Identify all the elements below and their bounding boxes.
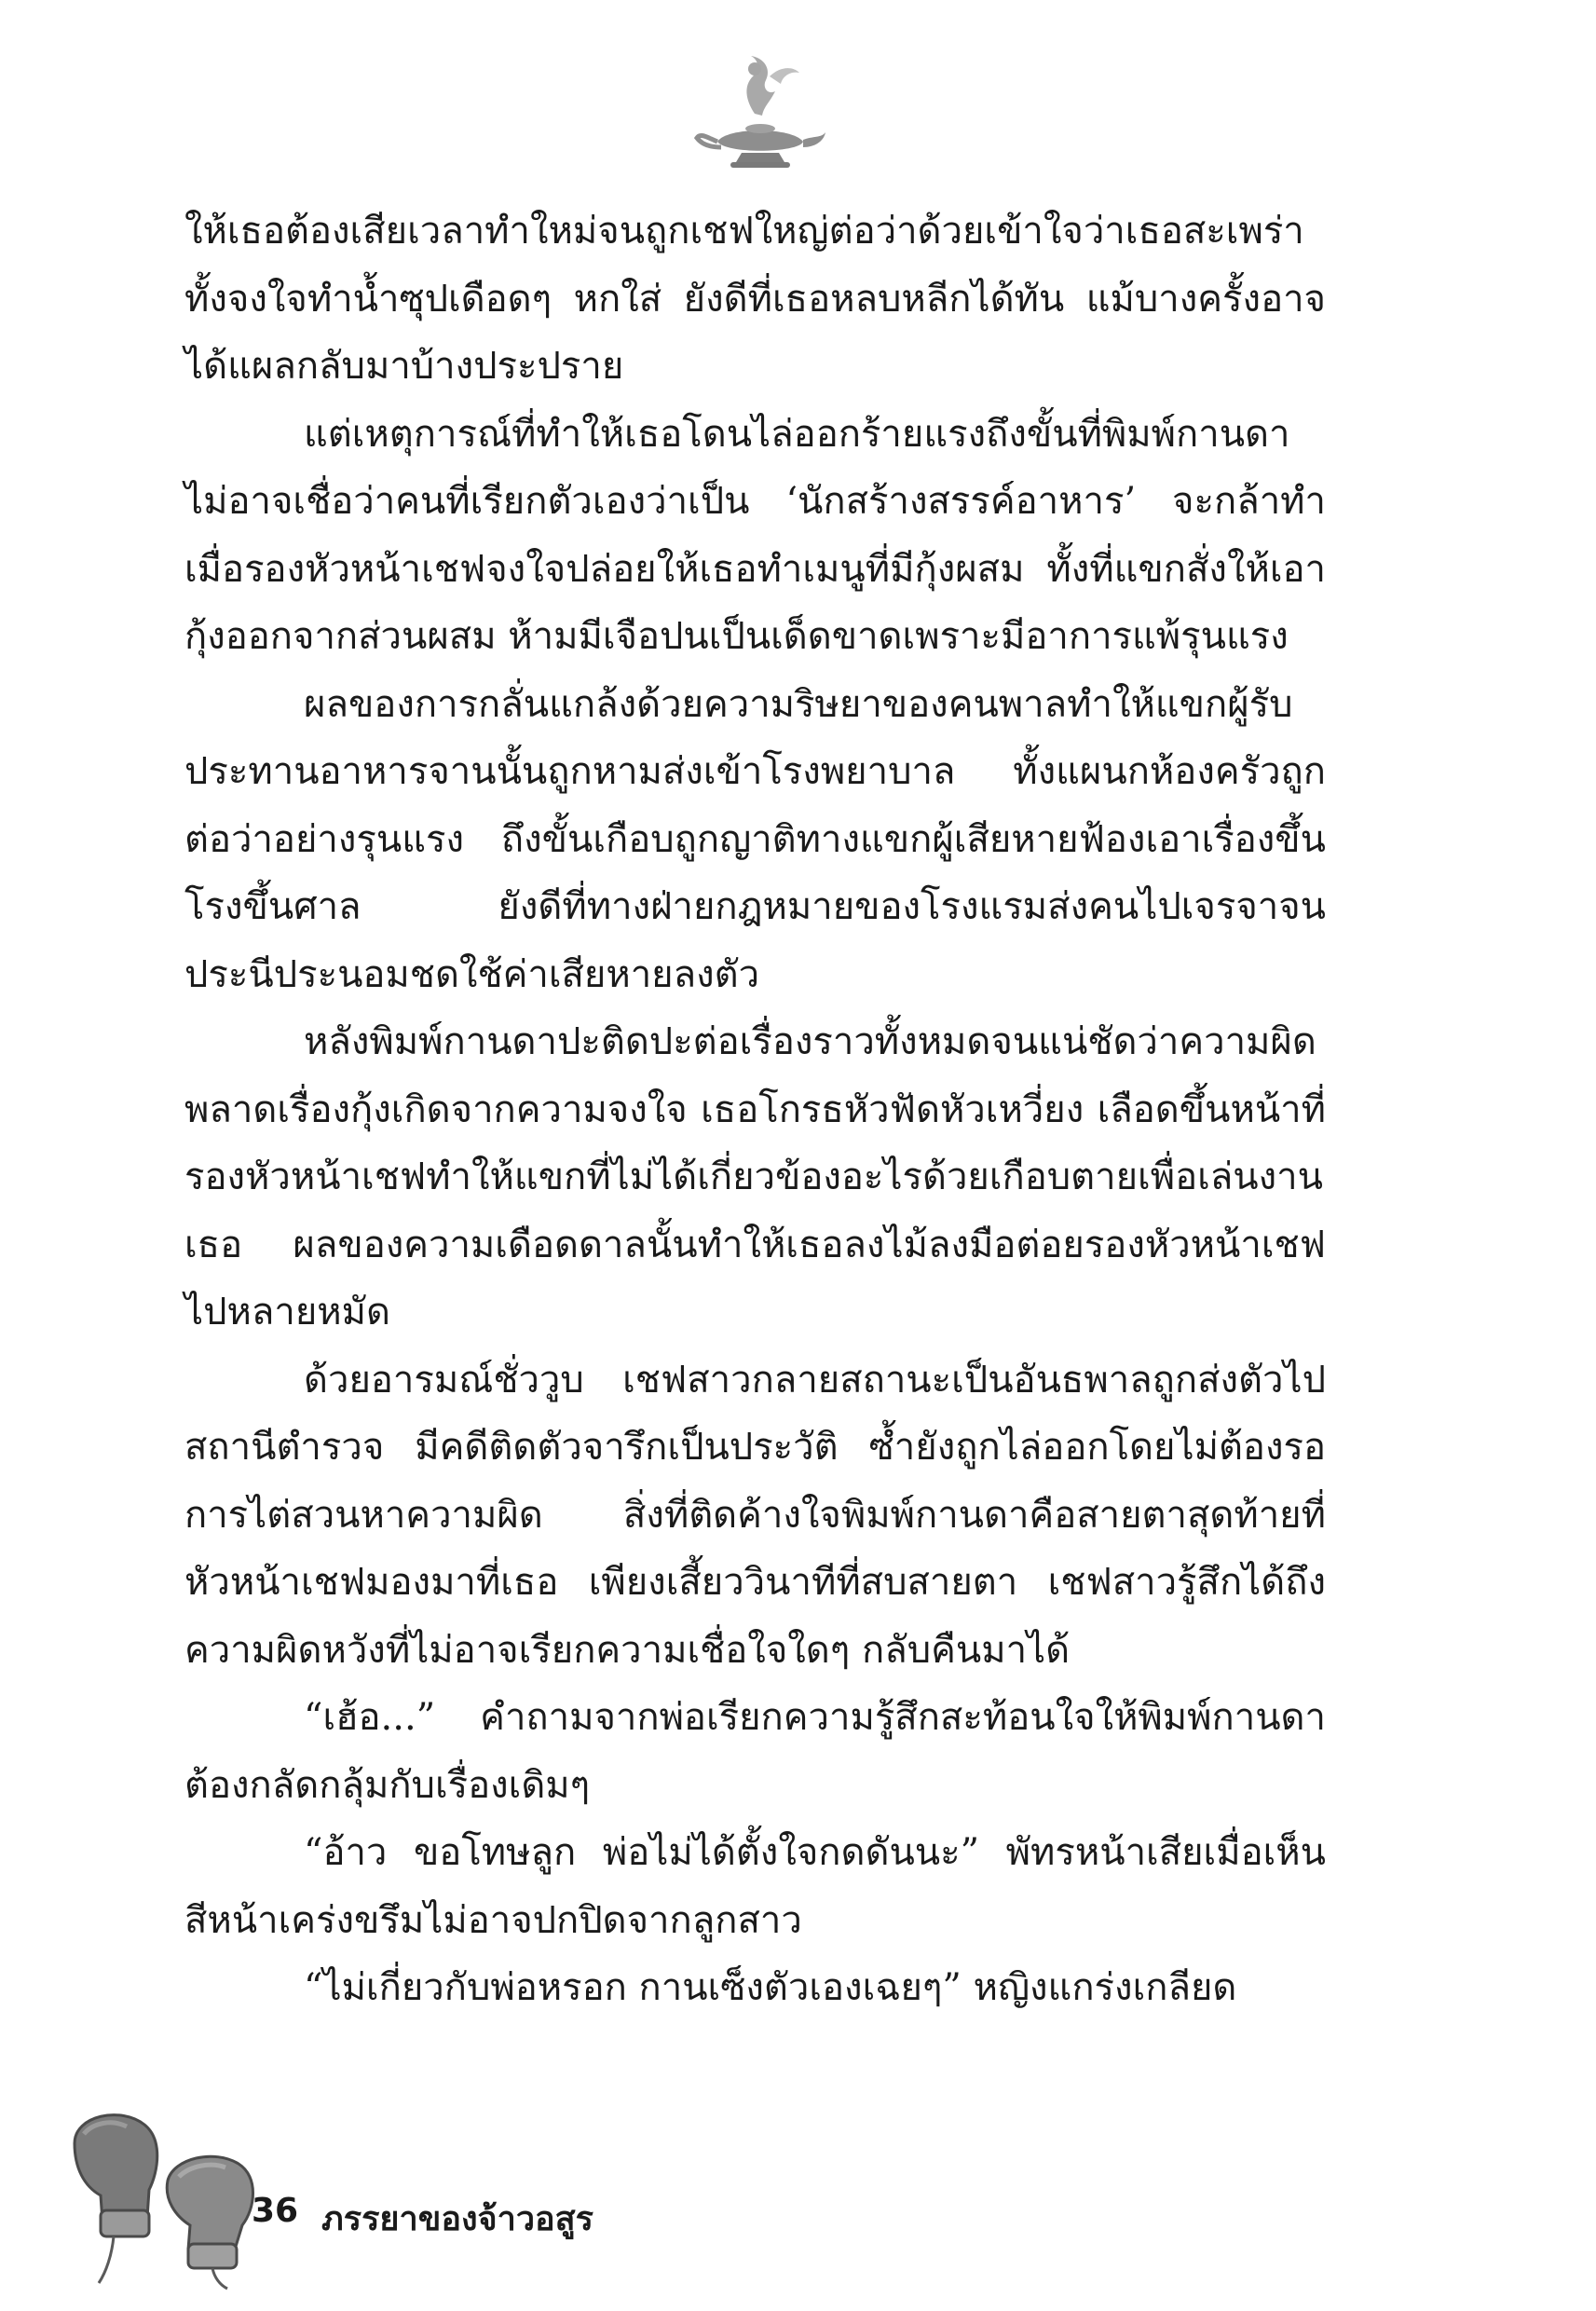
paragraph: ผลของการกลั่นแกล้งด้วยความริษยาของคนพาลทำให้แขกผู้รับประทานอาหารจานนั้นถูกหามส่งเข้าโรงพยาบาล ทั้งแผนกห้องครัวถูกต่อว่าอย่างรุนแรง ถึงขั้นเกือบถูกญาติทางแขกผู้เสียหายฟ้องเอาเรื่องขึ้นโรงขึ้นศาล ยังดีที่ทางฝ่ายกฎหมายของโรงแรมส่งคนไปเจรจาจนประนีประนอมชดใช้ค่าเสียหายลงตัว	[184, 682, 1326, 996]
body-text	[184, 198, 1326, 2022]
paragraph: ให้เธอต้องเสียเวลาทำใหม่จนถูกเชฟใหญ่ต่อว่าด้วยเข้าใจว่าเธอสะเพร่า ทั้งจงใจทำน้ำซุปเดือดๆ หกใส่ ยังดีที่เธอหลบหลีกได้ทัน แม้บางครั้งอาจได้แผลกลับมาบ้างประปราย	[184, 210, 1326, 388]
paragraph: “อ้าว ขอโทษลูก พ่อไม่ได้ตั้งใจกดดันนะ” พัทรหน้าเสียเมื่อเห็นสีหน้าเคร่งขรึมไม่อาจปกปิดจากลูกสาว	[184, 1831, 1326, 1942]
page-footer	[0, 2106, 1596, 2292]
paragraph: ด้วยอารมณ์ชั่ววูบ เชฟสาวกลายสถานะเป็นอันธพาลถูกส่งตัวไปสถานีตำรวจ มีคดีติดตัวจารึกเป็นประวัติ ซ้ำยังถูกไล่ออกโดยไม่ต้องรอการไต่สวนหาความผิด สิ่งที่ติดค้างใจพิมพ์กานดาคือสายตาสุดท้ายที่หัวหน้าเชฟมองมาที่เธอ เพียงเสี้ยววินาทีที่สบสายตา เชฟสาวรู้สึกได้ถึงความผิดหวังที่ไม่อาจเรียกความเชื่อใจใดๆ กลับคืนมาได้	[184, 1358, 1326, 1672]
paragraph: แต่เหตุการณ์ที่ทำให้เธอโดนไล่ออกร้ายแรงถึงขั้นที่พิมพ์กานดาไม่อาจเชื่อว่าคนที่เรียกตัวเองว่าเป็น ‘นักสร้างสรรค์อาหาร’ จะกล้าทำ เมื่อรองหัวหน้าเชฟจงใจปล่อยให้เธอทำเมนูที่มีกุ้งผสม ทั้งที่แขกสั่งให้เอากุ้งออกจากส่วนผสม ห้ามมีเจือปนเป็นเด็ดขาดเพราะมีอาการแพ้รุนแรง	[184, 412, 1326, 658]
running-title: ภรรยาของจ้าวอสูร	[321, 2200, 593, 2238]
page-number: 36	[252, 2192, 299, 2230]
paragraph: “ไม่เกี่ยวกับพ่อหรอก กานเซ็งตัวเองเฉยๆ” หญิงแกร่งเกลียด	[304, 1966, 1237, 2009]
paragraph: หลังพิมพ์กานดาปะติดปะต่อเรื่องราวทั้งหมดจนแน่ชัดว่าความผิดพลาดเรื่องกุ้งเกิดจากความจงใจ เธอโกรธหัวฟัดหัวเหวี่ยง เลือดขึ้นหน้าที่รองหัวหน้าเชฟทำให้แขกที่ไม่ได้เกี่ยวข้องอะไรด้วยเกือบตายเพื่อเล่นงานเธอ ผลของความเดือดดาลนั้นทำให้เธอลงไม้ลงมือต่อยรองหัวหน้าเชฟไปหลายหมัด	[184, 1020, 1326, 1333]
genie-lamp-icon	[689, 48, 829, 179]
boxing-gloves-icon	[56, 2106, 270, 2292]
paragraph: “เฮ้อ...” คำถามจากพ่อเรียกความรู้สึกสะท้อนใจให้พิมพ์กานดาต้องกลัดกลุ้มกับเรื่องเดิมๆ	[184, 1696, 1326, 1807]
